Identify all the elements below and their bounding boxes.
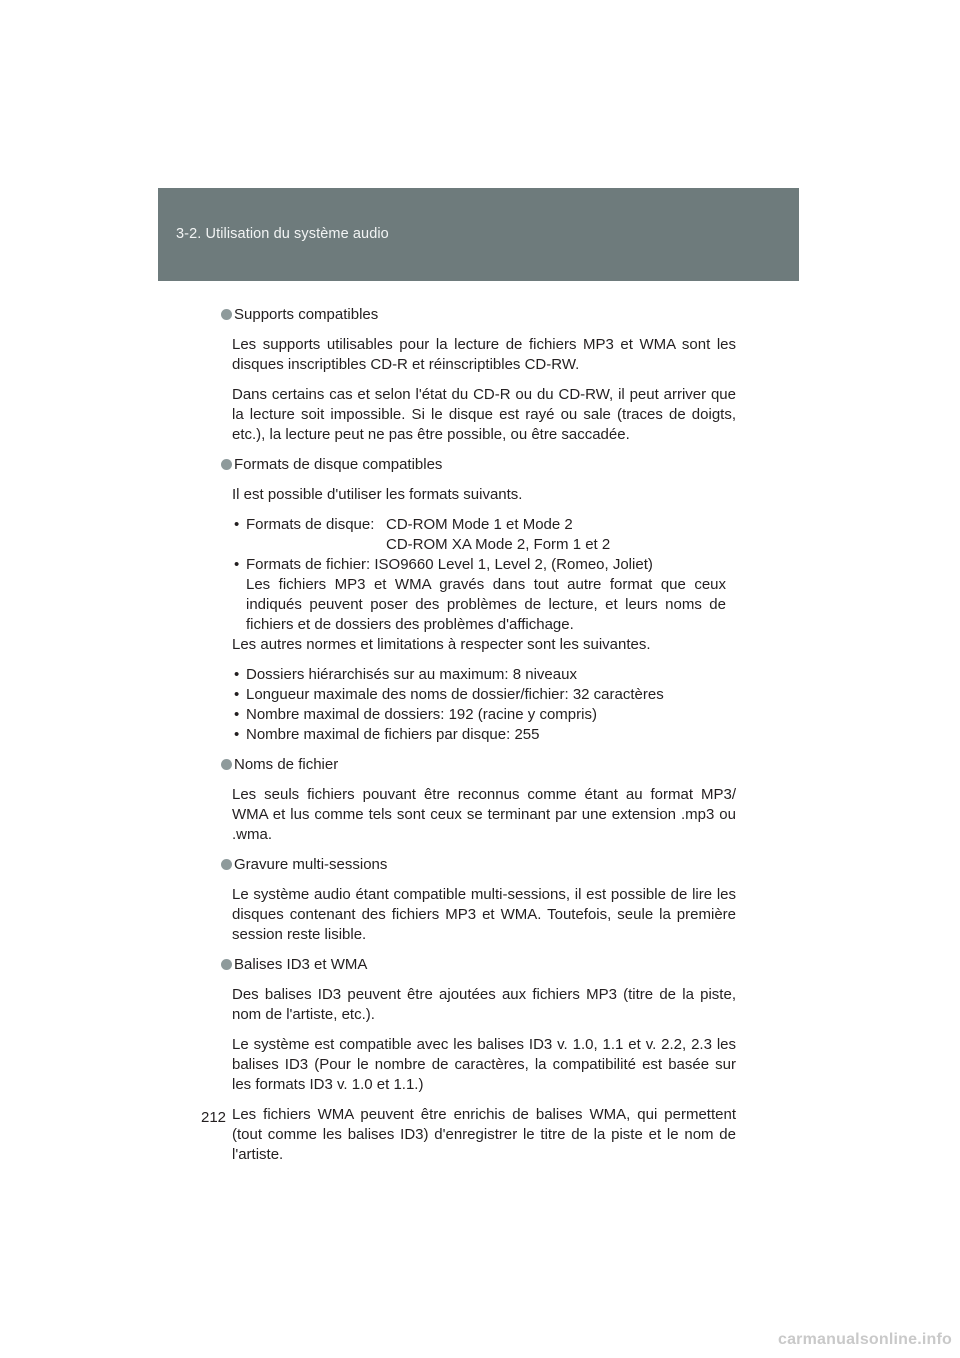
format-list — [232, 515, 736, 575]
bullet-dot-icon — [221, 959, 232, 970]
limit-text: Dossiers hiérarchisés sur au maximum: 8 niveaux — [246, 666, 577, 683]
paragraph: Des balises ID3 peuvent être ajoutées aux fichiers MP3 (titre de la piste, nom de l'artiste, etc.). — [232, 986, 736, 1023]
limit-text: Longueur maximale des noms de dossier/fichier: 32 caractères — [246, 686, 664, 703]
section-supports — [220, 305, 736, 445]
paragraph: Les fichiers WMA peuvent être enrichis de balises WMA, qui permettent (tout comme les balises ID3) d'enregistrer le titre de la piste et le nom de l'artiste. — [232, 1106, 736, 1163]
section-heading — [220, 855, 736, 875]
heading-text: Noms de fichier — [234, 756, 339, 773]
bullet-dot-icon — [221, 859, 232, 870]
section-heading — [220, 305, 736, 325]
file-format-note: Les fichiers MP3 et WMA gravés dans tout autre format que ceux indiqués peuvent poser des problèmes de lecture, et leurs noms de fichiers et de dossiers des problèmes d'affichage. — [246, 576, 726, 633]
limits-intro: Les autres normes et limitations à respecter sont les suivantes. — [232, 636, 651, 653]
section-disk-formats — [220, 455, 736, 745]
heading-text: Gravure multi-sessions — [234, 856, 388, 873]
section-id3-wma-tags — [220, 955, 736, 1165]
section-title: 3-2. Utilisation du système audio — [176, 226, 389, 242]
paragraph: Dans certains cas et selon l'état du CD-R ou du CD-RW, il peut arriver que la lecture soit impossible. Si le disque est rayé ou sale (traces de doigts, etc.), la lecture peut ne pas être possible, ou être saccadée. — [232, 386, 736, 443]
disk-format-row — [246, 515, 736, 555]
watermark-text[interactable]: carmanualsonline.info — [777, 1331, 952, 1348]
list-item — [232, 555, 736, 575]
list-bullet: • — [234, 726, 240, 743]
bullet-dot-icon — [221, 759, 232, 770]
list-bullet: • — [234, 666, 240, 683]
heading-text: Formats de disque compatibles — [234, 456, 443, 473]
bullet-dot-icon — [221, 459, 232, 470]
list-item — [232, 705, 736, 725]
list-bullet: • — [234, 556, 240, 573]
section-heading — [220, 455, 736, 475]
paragraph: Les supports utilisables pour la lecture de fichiers MP3 et WMA sont les disques inscriptibles CD-R et réinscriptibles CD-RW. — [232, 336, 736, 373]
paragraph: Il est possible d'utiliser les formats suivants. — [232, 486, 523, 503]
heading-text: Balises ID3 et WMA — [234, 956, 368, 973]
limit-text: Nombre maximal de fichiers par disque: 255 — [246, 726, 540, 743]
page-content — [220, 305, 736, 1175]
disk-format-values — [386, 515, 736, 555]
list-bullet: • — [234, 706, 240, 723]
page-number: 212 — [201, 1109, 227, 1126]
limits-list — [232, 665, 736, 745]
section-multisession — [220, 855, 736, 945]
disk-format-value: CD-ROM Mode 1 et Mode 2 — [386, 516, 573, 533]
list-item — [232, 665, 736, 685]
file-format-text: Formats de fichier: ISO9660 Level 1, Level 2, (Romeo, Joliet) — [246, 556, 653, 573]
section-file-names — [220, 755, 736, 845]
list-bullet: • — [234, 516, 240, 533]
paragraph: Le système audio étant compatible multi-sessions, il est possible de lire les disques contenant des fichiers MP3 et WMA. Toutefois, seule la première session reste lisible. — [232, 886, 736, 943]
list-item — [232, 685, 736, 705]
paragraph: Le système est compatible avec les balises ID3 v. 1.0, 1.1 et v. 2.2, 2.3 les balises ID3 (Pour le nombre de caractères, la compatibilité est basée sur les formats ID3 v. 1.0 et 1.1.) — [232, 1036, 736, 1093]
section-heading — [220, 755, 736, 775]
list-bullet: • — [234, 686, 240, 703]
section-header-bar — [158, 188, 799, 281]
list-item — [232, 725, 736, 745]
limit-text: Nombre maximal de dossiers: 192 (racine y compris) — [246, 706, 597, 723]
disk-format-label: Formats de disque: — [246, 516, 375, 533]
bullet-dot-icon — [221, 309, 232, 320]
list-item — [232, 515, 736, 555]
disk-format-value: CD-ROM XA Mode 2, Form 1 et 2 — [386, 536, 611, 553]
paragraph: Les seuls fichiers pouvant être reconnus comme étant au format MP3/ WMA et lus comme tels sont ceux se terminant par une extension .mp3 ou .wma. — [232, 786, 736, 843]
section-heading — [220, 955, 736, 975]
heading-text: Supports compatibles — [234, 306, 379, 323]
